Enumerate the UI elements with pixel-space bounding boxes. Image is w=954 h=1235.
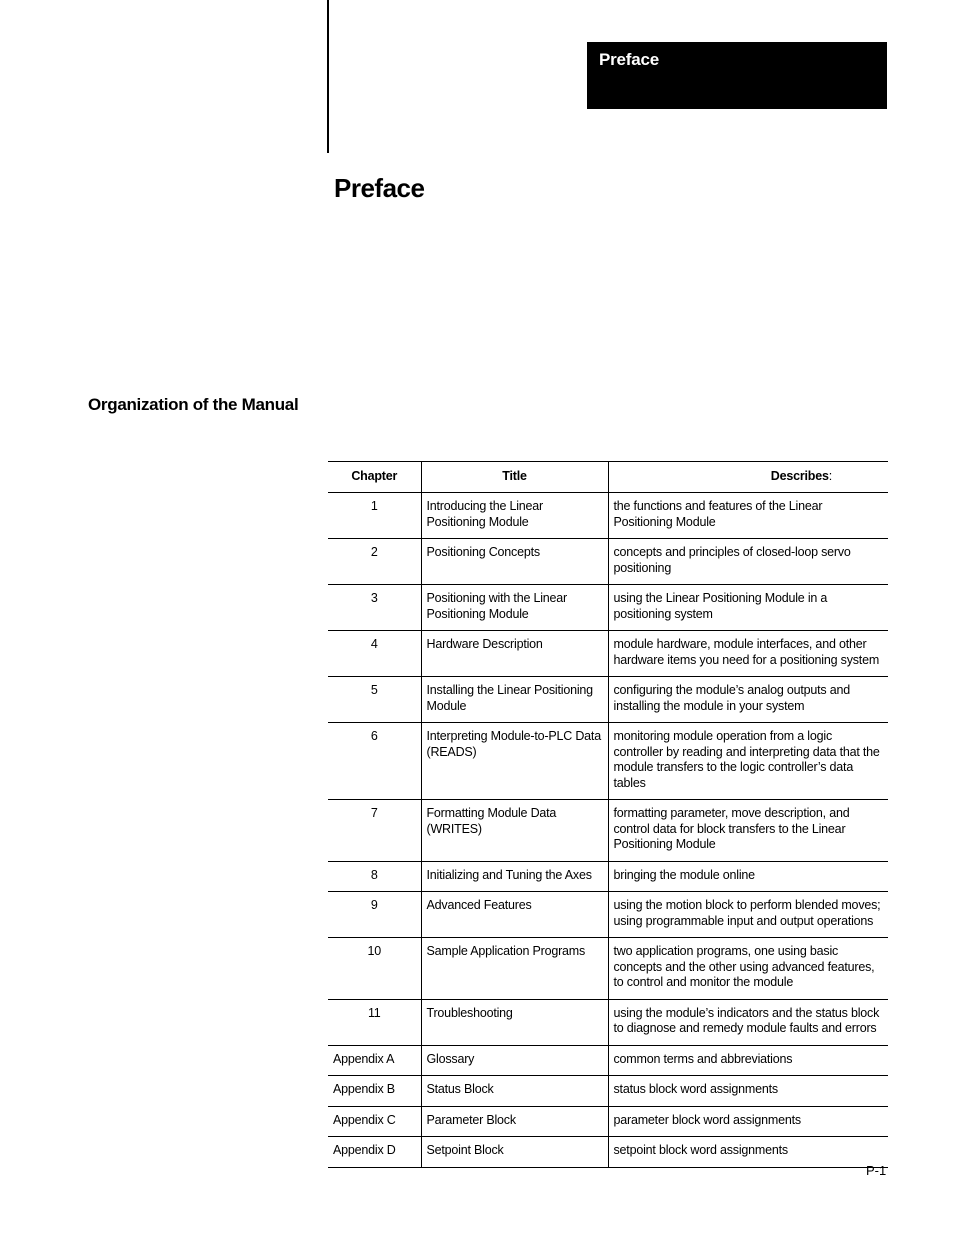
table-row: [328, 938, 888, 1000]
cell-title: Parameter Block: [421, 1106, 608, 1137]
header-title: Title: [421, 462, 608, 493]
cell-chapter: 2: [328, 539, 421, 585]
table-row: [328, 999, 888, 1045]
cell-title: Positioning Concepts: [421, 539, 608, 585]
table-row: [328, 631, 888, 677]
table-row: [328, 1106, 888, 1137]
cell-title: Advanced Features: [421, 892, 608, 938]
cell-describes: status block word assignments: [608, 1076, 888, 1107]
section-heading: Organization of the Manual: [88, 395, 299, 414]
cell-title: Initializing and Tuning the Axes: [421, 861, 608, 892]
chapter-table: [328, 461, 888, 1168]
cell-title: Status Block: [421, 1076, 608, 1107]
header-describes-colon: :: [828, 469, 832, 484]
cell-chapter: 7: [328, 800, 421, 862]
table-row: [328, 1076, 888, 1107]
cell-chapter: Appendix A: [328, 1045, 421, 1076]
cell-chapter: Appendix B: [328, 1076, 421, 1107]
cell-describes: configuring the module’s analog outputs and installing the module in your system: [608, 677, 888, 723]
page-title: Preface: [334, 173, 425, 203]
cell-chapter: 6: [328, 723, 421, 800]
cell-chapter: 1: [328, 493, 421, 539]
table-row: [328, 493, 888, 539]
table-body: [328, 493, 888, 1168]
cell-title: Formatting Module Data (WRITES): [421, 800, 608, 862]
cell-describes: using the module’s indicators and the status block to diagnose and remedy module faults and errors: [608, 999, 888, 1045]
table-row: [328, 1137, 888, 1168]
cell-chapter: Appendix D: [328, 1137, 421, 1168]
cell-chapter: 3: [328, 585, 421, 631]
cell-describes: using the Linear Positioning Module in a positioning system: [608, 585, 888, 631]
cell-describes: formatting parameter, move description, and control data for block transfers to the Linear Positioning Module: [608, 800, 888, 862]
table-header-row: [328, 462, 888, 493]
cell-chapter: 10: [328, 938, 421, 1000]
table-row: [328, 539, 888, 585]
cell-title: Troubleshooting: [421, 999, 608, 1045]
table-row: [328, 723, 888, 800]
margin-rule: [327, 0, 329, 153]
cell-title: Hardware Description: [421, 631, 608, 677]
cell-describes: parameter block word assignments: [608, 1106, 888, 1137]
cell-title: Positioning with the Linear Positioning Module: [421, 585, 608, 631]
cell-title: Glossary: [421, 1045, 608, 1076]
cell-chapter: 9: [328, 892, 421, 938]
cell-describes: two application programs, one using basic concepts and the other using advanced features, to control and monitor the module: [608, 938, 888, 1000]
cell-title: Interpreting Module-to-PLC Data (READS): [421, 723, 608, 800]
table-row: [328, 800, 888, 862]
cell-describes: the functions and features of the Linear Positioning Module: [608, 493, 888, 539]
table-row: [328, 892, 888, 938]
header-describes: [608, 462, 888, 493]
cell-chapter: 5: [328, 677, 421, 723]
section-tab-label: Preface: [599, 50, 660, 69]
header-chapter: Chapter: [328, 462, 421, 493]
table-row: [328, 861, 888, 892]
header-describes-text: Describes: [770, 469, 829, 484]
table-row: [328, 585, 888, 631]
cell-chapter: 8: [328, 861, 421, 892]
cell-describes: bringing the module online: [608, 861, 888, 892]
cell-describes: module hardware, module interfaces, and other hardware items you need for a positioning system: [608, 631, 888, 677]
cell-title: Setpoint Block: [421, 1137, 608, 1168]
cell-describes: setpoint block word assignments: [608, 1137, 888, 1168]
cell-describes: using the motion block to perform blended moves; using programmable input and output operations: [608, 892, 888, 938]
cell-title: Sample Application Programs: [421, 938, 608, 1000]
table-row: [328, 1045, 888, 1076]
cell-chapter: Appendix C: [328, 1106, 421, 1137]
cell-describes: concepts and principles of closed-loop servo positioning: [608, 539, 888, 585]
page-number: P-1: [866, 1163, 887, 1178]
section-tab: [587, 42, 887, 109]
cell-describes: common terms and abbreviations: [608, 1045, 888, 1076]
cell-chapter: 4: [328, 631, 421, 677]
cell-title: Introducing the Linear Positioning Module: [421, 493, 608, 539]
cell-describes: monitoring module operation from a logic controller by reading and interpreting data that the module transfers to the logic controller’s data tables: [608, 723, 888, 800]
cell-title: Installing the Linear Positioning Module: [421, 677, 608, 723]
table-row: [328, 677, 888, 723]
cell-chapter: 11: [328, 999, 421, 1045]
